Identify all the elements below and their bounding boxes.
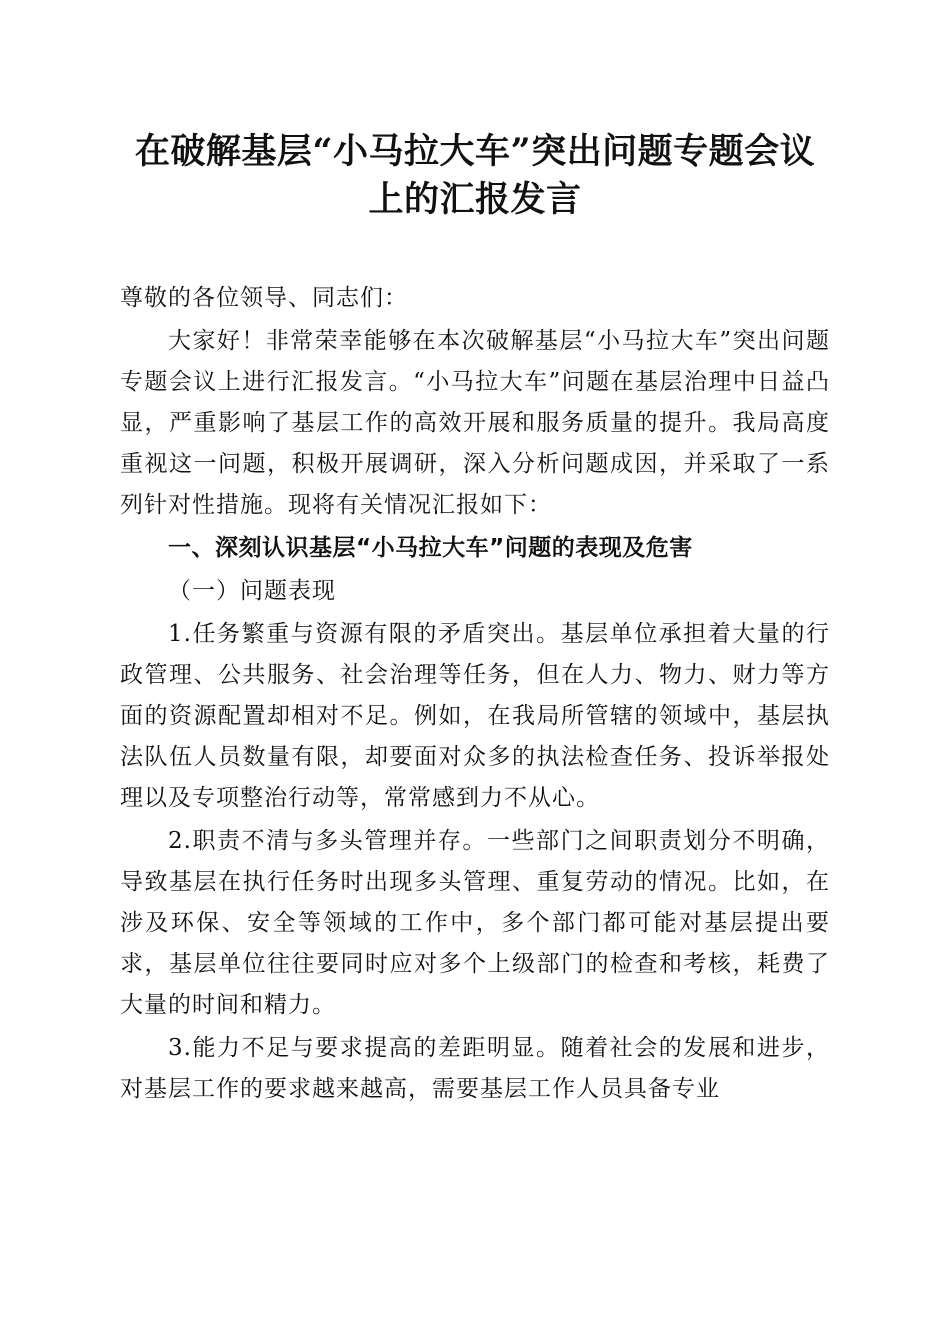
title-line-2: 上的汇报发言: [368, 179, 582, 220]
greeting: 尊敬的各位领导、同志们：: [120, 285, 408, 311]
title-line-1: 在破解基层“小马拉大车”突出问题专题会议: [134, 131, 816, 172]
section-heading: 一、深刻认识基层“小马拉大车”问题的表现及危害: [168, 535, 693, 561]
document-title: [100, 128, 850, 224]
paragraph-item-2: 2.职责不清与多头管理并存。一些部门之间职责划分不明确，导致基层在执行任务时出现多头管理、重复劳动的情况。比如，在涉及环保、安全等领域的工作中，多个部门都可能对基层提出要求，基层单位往往要同时应对多个上级部门的检查和考核，耗费了大量的时间和精力。: [120, 828, 830, 1018]
document-body: [120, 278, 830, 1112]
intro-paragraph: 大家好！非常荣幸能够在本次破解基层“小马拉大车”突出问题专题会议上进行汇报发言。“小马拉大车”问题在基层治理中日益凸显，严重影响了基层工作的高效开展和服务质量的提升。我局高度重视这一问题，积极开展调研，深入分析问题成因，并采取了一系列针对性措施。现将有关情况汇报如下：: [120, 328, 830, 518]
subsection-heading: （一）问题表现: [168, 578, 336, 604]
paragraph-item-3: 3.能力不足与要求提高的差距明显。随着社会的发展和进步，对基层工作的要求越来越高，需要基层工作人员具备专业: [120, 1035, 830, 1102]
paragraph-item-1: 1.任务繁重与资源有限的矛盾突出。基层单位承担着大量的行政管理、公共服务、社会治理等任务，但在人力、物力、财力等方面的资源配置却相对不足。例如，在我局所管辖的领域中，基层执法队伍人员数量有限，却要面对众多的执法检查任务、投诉举报处理以及专项整治行动等，常常感到力不从心。: [120, 621, 830, 811]
